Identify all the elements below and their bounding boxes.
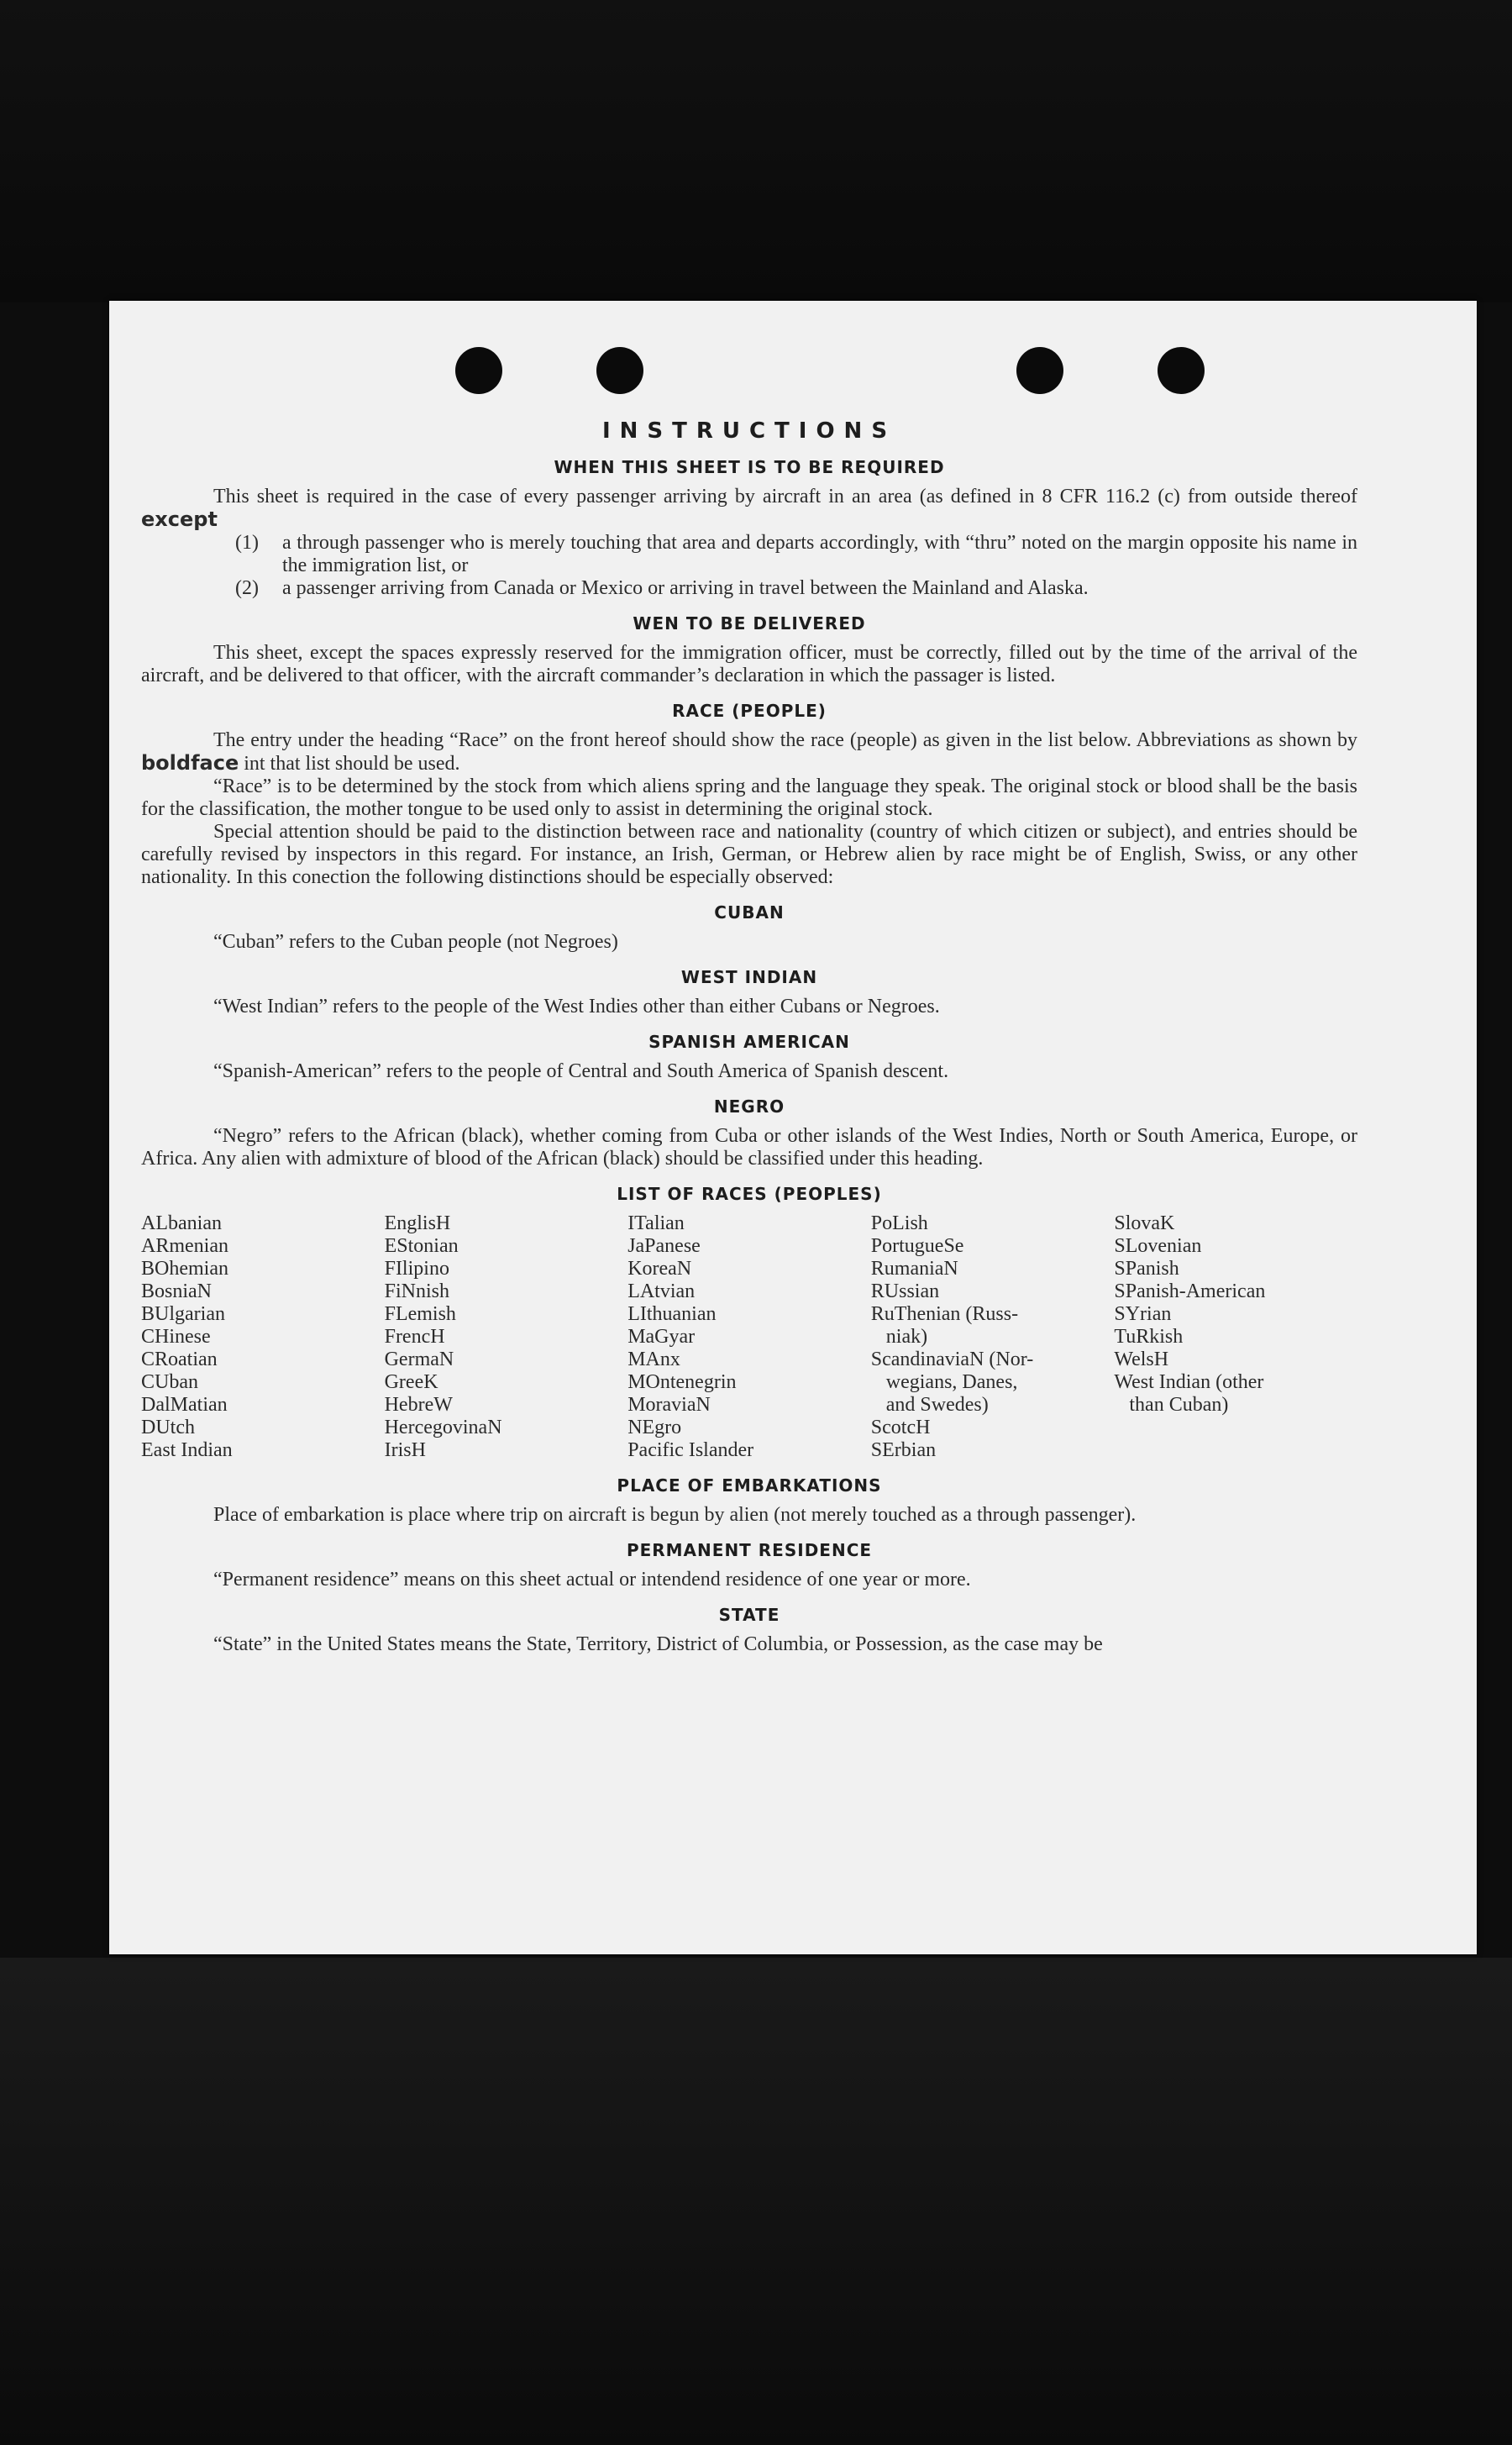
race-entry: HercegovinaN: [384, 1417, 502, 1438]
spanish-american-text: “Spanish-American” refers to the people of Central and South America of Spanish descent.: [213, 1060, 949, 1082]
race-entry: LIthuanian: [627, 1303, 717, 1325]
race-entry: BUlgarian: [141, 1303, 225, 1325]
race-entry: LAtvian: [627, 1280, 696, 1302]
races-column: [1114, 1212, 1357, 1462]
race-entry: BosniaN: [141, 1280, 212, 1302]
heading-state: STATE: [718, 1605, 780, 1625]
race-entry: TuRkish: [1114, 1326, 1184, 1348]
list-item: (2) a passenger arriving from Canada or Mexico or arriving in travel between the Mainland and Alaska.: [235, 577, 1089, 599]
races-list: [141, 1212, 1357, 1462]
heading-embarkation: PLACE OF EMBARKATIONS: [617, 1475, 882, 1496]
negro-text: “Negro” refers to the African (black), whether coming from Cuba or other islands of the West Indies, North or South America, Europe, or Africa. Any alien with admixture of blood of the African (black) should be classified under this heading.: [141, 1125, 1357, 1170]
list-item: (1) a through passenger who is merely touching that area and departs accordingly, with “thru” noted on the margin opposite his name in the immigration list, or: [235, 532, 1357, 576]
heading-required: WHEN THIS SHEET IS TO BE REQUIRED: [554, 457, 945, 477]
heading-residence: PERMANENT RESIDENCE: [626, 1540, 873, 1560]
race-entry: MaGyar: [627, 1326, 696, 1348]
race-entry: CHinese: [141, 1326, 211, 1348]
race-entry: FLemish: [384, 1303, 456, 1325]
race-entry: MOntenegrin: [627, 1371, 737, 1393]
heading-west-indian: WEST INDIAN: [680, 967, 818, 987]
race-entry: ITalian: [627, 1212, 685, 1234]
embarkation-text: Place of embarkation is place where trip on aircraft is begun by alien (not merely touched as a through passenger).: [213, 1504, 1137, 1526]
sheet-content: [141, 418, 1357, 1656]
boldface-word: boldface: [141, 751, 239, 775]
race-entry: DUtch: [141, 1417, 195, 1438]
race-entry: PoLish: [870, 1212, 928, 1234]
races-column: [385, 1212, 628, 1462]
race-entry: ScotcH: [870, 1417, 931, 1438]
page-title: INSTRUCTIONS: [601, 418, 897, 444]
race-entry: WelsH: [1114, 1349, 1169, 1370]
race-entry: JaPanese: [627, 1235, 701, 1257]
race-entry: DalMatian: [141, 1394, 228, 1416]
race-entry: IrisH: [384, 1439, 426, 1461]
race-entry: SlovaK: [1114, 1212, 1175, 1234]
race-entry: RuThenian (Russ-: [870, 1303, 1019, 1325]
punch-holes: [109, 347, 1477, 397]
races-column: [627, 1212, 871, 1462]
race-entry: KoreaN: [627, 1258, 692, 1280]
west-indian-text: “West Indian” refers to the people of the West Indies other than either Cubans or Negroes.: [213, 996, 940, 1017]
race-entry: EnglisH: [384, 1212, 451, 1234]
instruction-sheet: [109, 301, 1477, 1954]
punch-hole: [455, 347, 502, 394]
heading-cuban: CUBAN: [714, 902, 785, 923]
race-entry: RumaniaN: [870, 1258, 958, 1280]
race-entry: PortugueSe: [870, 1235, 964, 1257]
punch-hole: [1158, 347, 1205, 394]
residence-text: “Permanent residence” means on this sheet actual or intendend residence of one year or more.: [213, 1569, 971, 1591]
race-entry: SLovenian: [1114, 1235, 1202, 1257]
race-paragraph-1: The entry under the heading “Race” on the front hereof should show the race (people) as given in the list below. Abbreviations as shown by boldface int that list should be used.: [141, 729, 1357, 775]
race-entry: SPanish: [1114, 1258, 1179, 1280]
state-text: “State” in the United States means the State, Territory, District of Columbia, or Possession, as the case may be: [213, 1633, 1103, 1655]
race-entry: ALbanian: [141, 1212, 222, 1234]
heading-negro: NEGRO: [713, 1096, 785, 1117]
heading-spanish-american: SPANISH AMERICAN: [648, 1032, 850, 1052]
race-entry: West Indian (other: [1114, 1371, 1264, 1393]
race-entry: GreeK: [384, 1371, 438, 1393]
punch-hole: [596, 347, 643, 394]
race-entry: FiNnish: [384, 1280, 449, 1302]
race-entry: MAnx: [627, 1349, 680, 1370]
cuban-text: “Cuban” refers to the Cuban people (not Negroes): [213, 931, 618, 953]
race-entry: wegians, Danes,: [870, 1371, 1018, 1393]
race-entry: than Cuban): [1114, 1394, 1229, 1416]
except-word: except: [141, 507, 218, 531]
race-entry: HebreW: [384, 1394, 453, 1416]
race-entry: GermaN: [384, 1349, 454, 1370]
race-entry: MoraviaN: [627, 1394, 711, 1416]
race-paragraph-3: Special attention should be paid to the distinction between race and nationality (country of which citizen or subject), and entries should be carefully revised by inspectors in this regard. For instance, an Irish, German, or Hebrew alien by race might be of English, Swiss, or any other nationality. In this conection the following distinctions should be especially observed:: [141, 821, 1357, 888]
race-entry: CUban: [141, 1371, 198, 1393]
race-entry: ScandinaviaN (Nor-: [870, 1349, 1034, 1370]
heading-race: RACE (PEOPLE): [672, 701, 827, 721]
race-entry: BOhemian: [141, 1258, 228, 1280]
race-entry: niak): [870, 1326, 928, 1348]
race-entry: and Swedes): [870, 1394, 989, 1416]
race-entry: CRoatian: [141, 1349, 218, 1370]
race-paragraph-2: “Race” is to be determined by the stock from which aliens spring and the language they speak. The original stock or blood shall be the basis for the classification, the mother tongue to be used only to assist in determining the original stock.: [141, 776, 1357, 820]
race-entry: NEgro: [627, 1417, 682, 1438]
race-entry: SPanish-American: [1114, 1280, 1266, 1302]
film-background-bottom: [0, 1958, 1512, 2445]
race-entry: EStonian: [384, 1235, 459, 1257]
races-column: [141, 1212, 385, 1462]
races-column: [871, 1212, 1115, 1462]
heading-list-of-races: LIST OF RACES (PEOPLES): [617, 1184, 882, 1204]
race-entry: SYrian: [1114, 1303, 1172, 1325]
delivered-text: This sheet, except the spaces expressly reserved for the immigration officer, must be correctly, filled out by the time of the arrival of the aircraft, and be delivered to that officer, with the aircraft commander’s declaration in which the passager is listed.: [141, 642, 1357, 686]
race-entry: Pacific Islander: [627, 1439, 754, 1461]
race-entry: RUssian: [870, 1280, 940, 1302]
punch-hole: [1016, 347, 1063, 394]
required-intro: This sheet is required in the case of every passenger arriving by aircraft in an area (as defined in 8 CFR 116.2 (c) from outside thereof except: [141, 486, 1357, 531]
race-entry: FrencH: [384, 1326, 445, 1348]
race-entry: SErbian: [870, 1439, 937, 1461]
heading-delivered: WEN TO BE DELIVERED: [633, 613, 866, 634]
race-entry: ARmenian: [141, 1235, 228, 1257]
race-entry: East Indian: [141, 1439, 233, 1461]
race-entry: FIlipino: [384, 1258, 449, 1280]
film-background-top: [0, 0, 1512, 302]
